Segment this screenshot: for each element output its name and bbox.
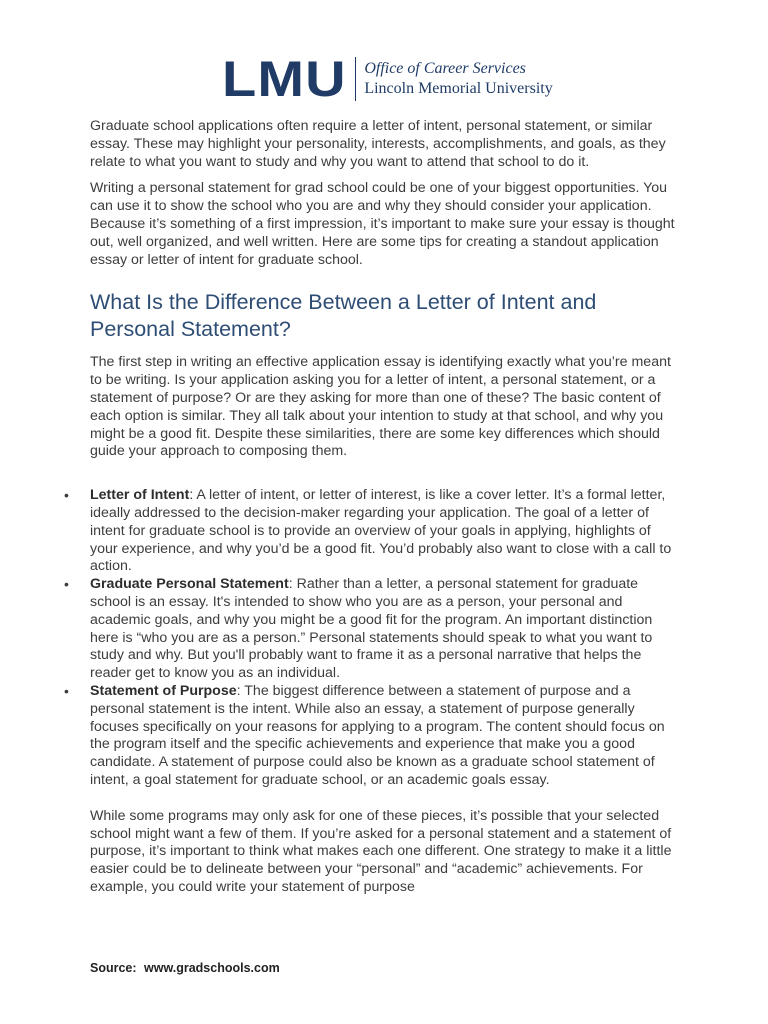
source-url: www.gradschools.com: [144, 961, 280, 975]
section-paragraph-1: The first step in writing an effective application essay is identifying exactly what you’re meant to be writing. Is your application asking you for a letter of intent, a personal statement, or a statement of purpose? Or are they asking for more than one of these? The basic content of each option is similar. They all talk about your intention to study at that school, and why you might be a good fit. Despite these similarities, there are some key differences which should guide your approach to composing them.: [90, 354, 671, 460]
list-item-text: : The biggest difference between a statement of purpose and a personal statement is the intent. While also an essay, a statement of purpose generally focuses specifically on your reasons for applying to a program. The content should focus on the program itself and the specific achievements and experience that make you a good candidate. A statement of purpose could also be known as a graduate school statement of intent, a goal statement for graduate school, or an academic goals essay.: [90, 682, 665, 788]
section-heading: What Is the Difference Between a Letter of Intent and Personal Statement?: [90, 290, 597, 342]
bullet-icon: •: [64, 487, 69, 504]
intro-paragraph-1: Graduate school applications often require a letter of intent, personal statement, or similar essay. These may highlight your personality, interests, accomplishments, and goals, as they relate to what you want to study and why you want to attend that school to do it.: [90, 118, 666, 170]
list-item-term: Letter of Intent: [90, 487, 190, 504]
document-header: [222, 51, 553, 107]
bullet-icon: •: [64, 682, 69, 699]
list-item-personal-statement: [64, 576, 680, 683]
source-label: Source:: [90, 961, 137, 975]
closing-paragraph: While some programs may only ask for one of these pieces, it’s possible that your selected school might want a few of them. If you’re asked for a personal statement and a statement of purpose, it’s important to think what makes each one different. One strategy to make it a little easier could be to delineate between your “personal” and “academic” achievements. For example, you could write your statement of purpose: [90, 807, 672, 895]
list-item-text: : Rather than a letter, a personal statement for graduate school is an essay. It's intended to show who you are as a person, your personal and academic goals, and why you might be a good fit for the program. An important distinction here is “who you are as a person.” Personal statements should speak to what you want to study and why. But you'll probably want to frame it as a personal narrative that helps the reader get to know you as an individual.: [90, 576, 653, 682]
office-name-block: [364, 59, 552, 99]
source-footer: [90, 961, 280, 975]
list-item-text: : A letter of intent, or letter of interest, is like a cover letter. It’s a formal letter, ideally addressed to the decision-maker regarding your application. The goal of a letter of intent for graduate school is to provide an overview of your goals in applying, highlights of your experience, and why you’d be a good fit. You’d probably also want to close with a call to action.: [90, 487, 672, 575]
office-name: Office of Career Services: [364, 60, 526, 77]
logo-divider: [355, 57, 356, 101]
list-item-term: Statement of Purpose: [90, 682, 237, 699]
document-body: [64, 118, 680, 906]
list-item-term: Graduate Personal Statement: [90, 576, 289, 593]
bullet-icon: •: [64, 576, 69, 593]
university-name: Lincoln Memorial University: [364, 80, 553, 97]
differences-list: [64, 487, 680, 790]
list-item-letter-of-intent: [64, 487, 680, 576]
lmu-logo: LMU: [222, 51, 347, 107]
intro-paragraph-2: Writing a personal statement for grad school could be one of your biggest opportunities. You can use it to show the school who you are and why they should consider your application. Because it’s something of a first impression, it’s important to make sure your essay is thought out, well organized, and well written. Here are some tips for creating a standout application essay or letter of intent for graduate school.: [90, 180, 675, 268]
list-item-statement-of-purpose: [64, 682, 680, 790]
